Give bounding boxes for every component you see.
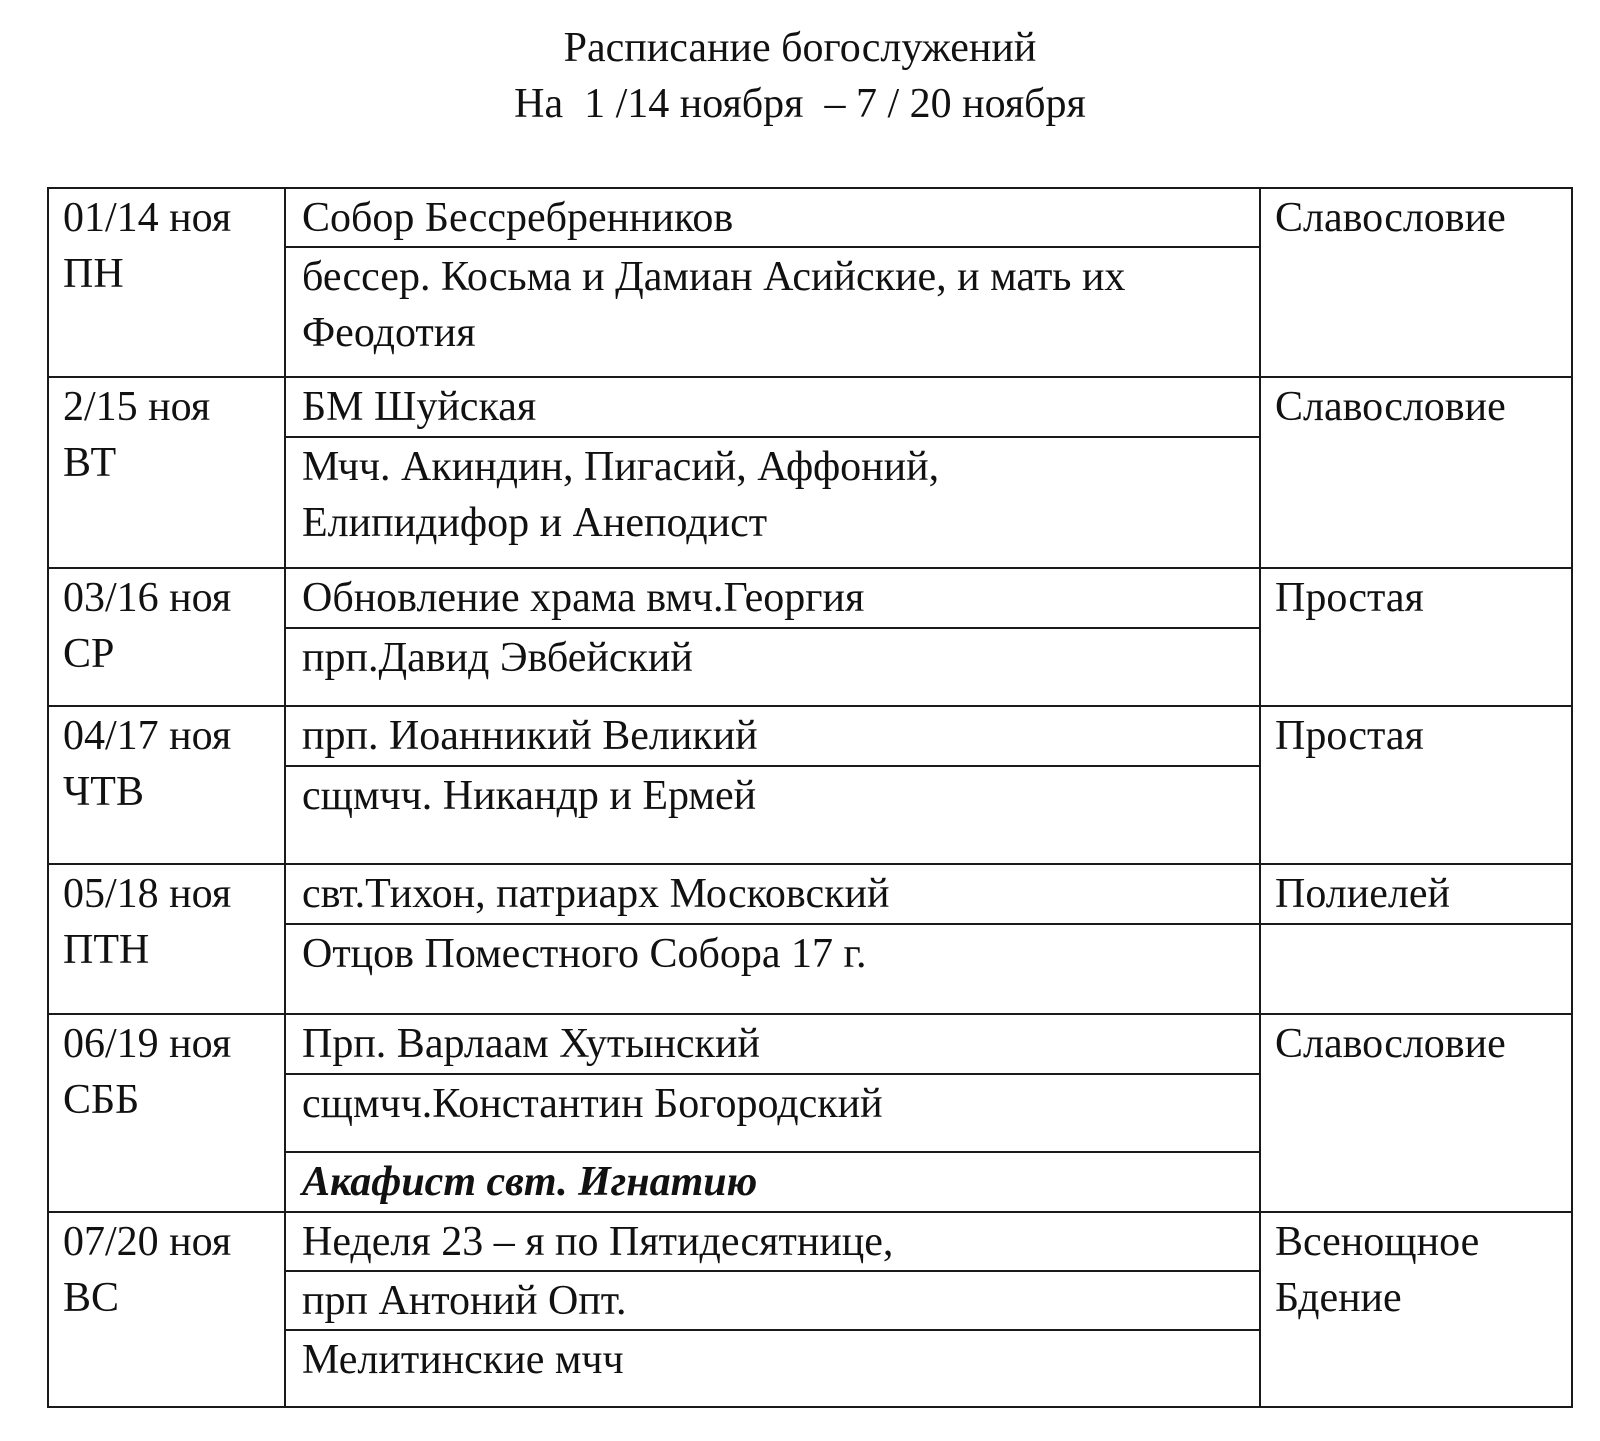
service-cell bbox=[1260, 864, 1572, 923]
weekday-text: СББ bbox=[63, 1077, 140, 1124]
feast-cell bbox=[285, 706, 1260, 765]
feast-cell bbox=[285, 568, 1260, 627]
service-type: Всенощное bbox=[1275, 1218, 1480, 1265]
service-type: Славословие bbox=[1275, 384, 1506, 431]
table-row bbox=[48, 1014, 1572, 1073]
table-row bbox=[48, 1212, 1572, 1271]
feast-cell bbox=[285, 1014, 1260, 1073]
service-cell bbox=[1260, 377, 1572, 568]
feast-text: бессер. Косьма и Дамиан Асийские, и мать их Феодотия bbox=[302, 254, 1126, 357]
feast-text: Обновление храма вмч.Георгия bbox=[302, 575, 865, 622]
feast-text: Мчч. Акиндин, Пигасий, Аффоний, Елипидифор и Анеподист bbox=[302, 443, 940, 546]
page-title: Расписание богослужений bbox=[563, 25, 1037, 71]
feast-text: свт.Тихон, патриарх Московский bbox=[302, 871, 890, 918]
table-row bbox=[48, 188, 1572, 247]
akathist-text: Акафист свт. Игнатию bbox=[302, 1159, 758, 1206]
feast-text: БМ Шуйская bbox=[302, 384, 537, 431]
service-type: Славословие bbox=[1275, 195, 1506, 241]
feast-cell bbox=[285, 628, 1260, 707]
date-text: 04/17 ноя bbox=[63, 713, 232, 760]
table-row bbox=[48, 568, 1572, 627]
weekday-text: ЧТВ bbox=[63, 769, 144, 816]
feast-cell bbox=[285, 188, 1260, 247]
feast-cell bbox=[285, 377, 1260, 436]
date-text: 07/20 ноя bbox=[63, 1218, 232, 1265]
service-cell bbox=[1260, 188, 1572, 377]
feast-text: Прп. Варлаам Хутынский bbox=[302, 1021, 760, 1068]
feast-text: прп. Иоанникий Великий bbox=[302, 713, 758, 760]
feast-cell bbox=[285, 247, 1260, 377]
feast-text: прп Антоний Опт. bbox=[302, 1277, 627, 1324]
feast-cell bbox=[285, 437, 1260, 569]
service-type: Полиелей bbox=[1275, 871, 1450, 918]
date-text: 06/19 ноя bbox=[63, 1021, 232, 1068]
feast-cell bbox=[285, 924, 1260, 1015]
date-text: 01/14 ноя bbox=[63, 195, 232, 241]
date-text: 05/18 ноя bbox=[63, 871, 232, 918]
service-type: Бдение bbox=[1275, 1274, 1402, 1321]
feast-cell bbox=[285, 1074, 1260, 1153]
feast-text: Собор Бессребренников bbox=[302, 195, 734, 241]
weekday-text: ПН bbox=[63, 251, 124, 297]
feast-cell bbox=[285, 1330, 1260, 1407]
feast-text: Неделя 23 – я по Пятидесятнице, bbox=[302, 1218, 894, 1265]
weekday-text: ВС bbox=[63, 1274, 120, 1321]
date-cell bbox=[48, 188, 285, 377]
service-cell bbox=[1260, 1014, 1572, 1211]
weekday-text: СР bbox=[63, 631, 115, 678]
feast-text: сщмчч.Константин Богородский bbox=[302, 1080, 883, 1127]
date-text: 2/15 ноя bbox=[63, 384, 211, 431]
date-cell bbox=[48, 568, 285, 706]
feast-cell bbox=[285, 864, 1260, 923]
feast-text: Мелитинские мчч bbox=[302, 1337, 624, 1384]
service-cell bbox=[1260, 706, 1572, 864]
table-row bbox=[48, 706, 1572, 765]
feast-text: прп.Давид Эвбейский bbox=[302, 634, 693, 681]
date-cell bbox=[48, 1014, 285, 1211]
date-text: 03/16 ноя bbox=[63, 575, 232, 622]
feast-cell bbox=[285, 1212, 1260, 1271]
service-cell-empty bbox=[1260, 924, 1572, 1015]
service-type: Простая bbox=[1275, 713, 1424, 760]
date-cell bbox=[48, 706, 285, 864]
feast-text: Отцов Поместного Собора 17 г. bbox=[302, 930, 867, 977]
feast-cell bbox=[285, 1152, 1260, 1211]
date-cell bbox=[48, 864, 285, 1014]
table-row bbox=[48, 377, 1572, 436]
service-type: Простая bbox=[1275, 575, 1424, 622]
weekday-text: ВТ bbox=[63, 440, 117, 487]
feast-cell bbox=[285, 766, 1260, 865]
schedule-table bbox=[47, 187, 1573, 1408]
weekday-text: ПТН bbox=[63, 927, 150, 974]
date-cell bbox=[48, 377, 285, 568]
page-subtitle-date-range: На 1 /14 ноября – 7 / 20 ноября bbox=[514, 81, 1086, 127]
table-row bbox=[48, 864, 1572, 923]
service-cell bbox=[1260, 1212, 1572, 1407]
feast-cell bbox=[285, 1271, 1260, 1330]
service-type: Славословие bbox=[1275, 1021, 1506, 1068]
service-cell bbox=[1260, 568, 1572, 706]
date-cell bbox=[48, 1212, 285, 1407]
feast-text: сщмчч. Никандр и Ермей bbox=[302, 772, 757, 819]
